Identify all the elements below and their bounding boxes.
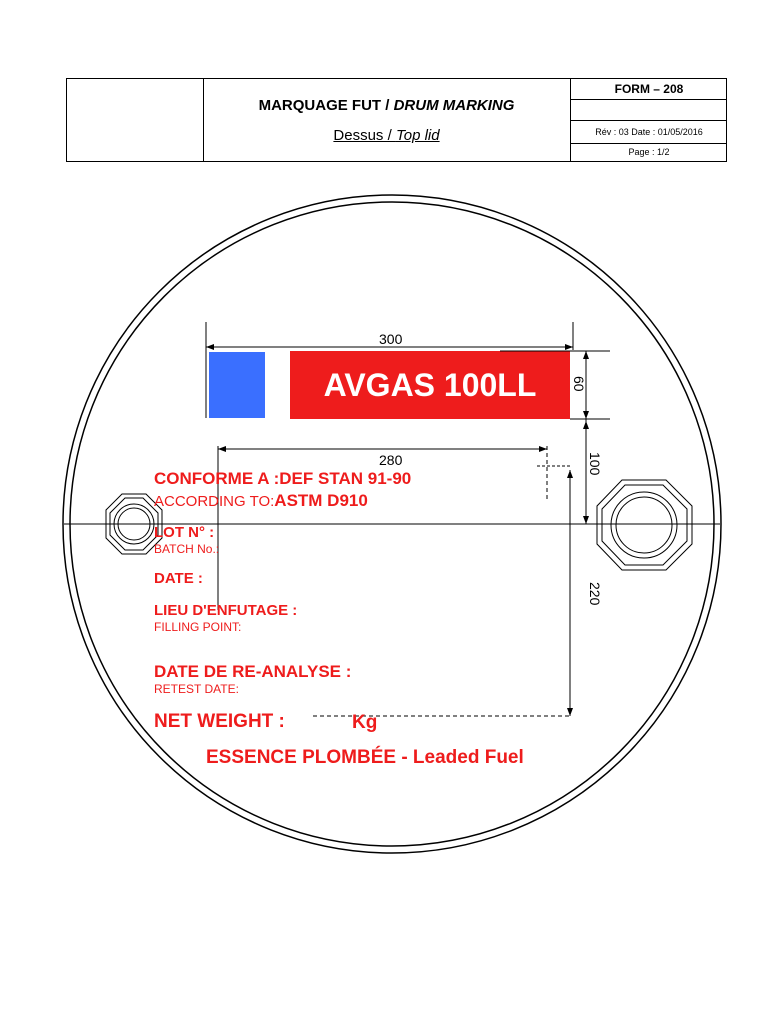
batch-field-label: BATCH No.: (154, 542, 220, 556)
conformity-standard: CONFORME A :DEF STAN 91-90 (154, 469, 412, 488)
dim-220-label: 220 (587, 582, 603, 606)
revision-date: Rév : 03 Date : 01/05/2016 (571, 120, 727, 144)
dim-100-label: 100 (587, 452, 603, 476)
large-bung (597, 480, 692, 570)
dim-60-label: 60 (571, 376, 587, 392)
dim-280-label: 280 (379, 452, 403, 468)
document-title: MARQUAGE FUT / DRUM MARKING (258, 97, 515, 114)
net-weight-label: NET WEIGHT : (154, 711, 285, 732)
leaded-fuel-warning: ESSENCE PLOMBÉE - Leaded Fuel (206, 747, 524, 768)
according-to: ACCORDING TO:ASTM D910 (154, 491, 368, 510)
lot-field-label: LOT N° : (154, 524, 215, 541)
filling-point-label: FILLING POINT: (154, 620, 242, 634)
filling-place-label: LIEU D'ENFUTAGE : (154, 602, 298, 619)
retest-date-label: RETEST DATE: (154, 682, 239, 696)
product-name: AVGAS 100LL (323, 367, 537, 403)
date-field-label: DATE : (154, 570, 203, 587)
page-number: Page : 1/2 (628, 147, 670, 157)
blue-marker-square (209, 352, 265, 418)
document-subtitle: Dessus / Top lid (333, 127, 440, 144)
reanalysis-date-label: DATE DE RE-ANALYSE : (154, 662, 352, 681)
form-number: FORM – 208 (571, 79, 727, 100)
dim-300-label: 300 (379, 331, 403, 347)
kg-unit: Kg (352, 712, 378, 733)
